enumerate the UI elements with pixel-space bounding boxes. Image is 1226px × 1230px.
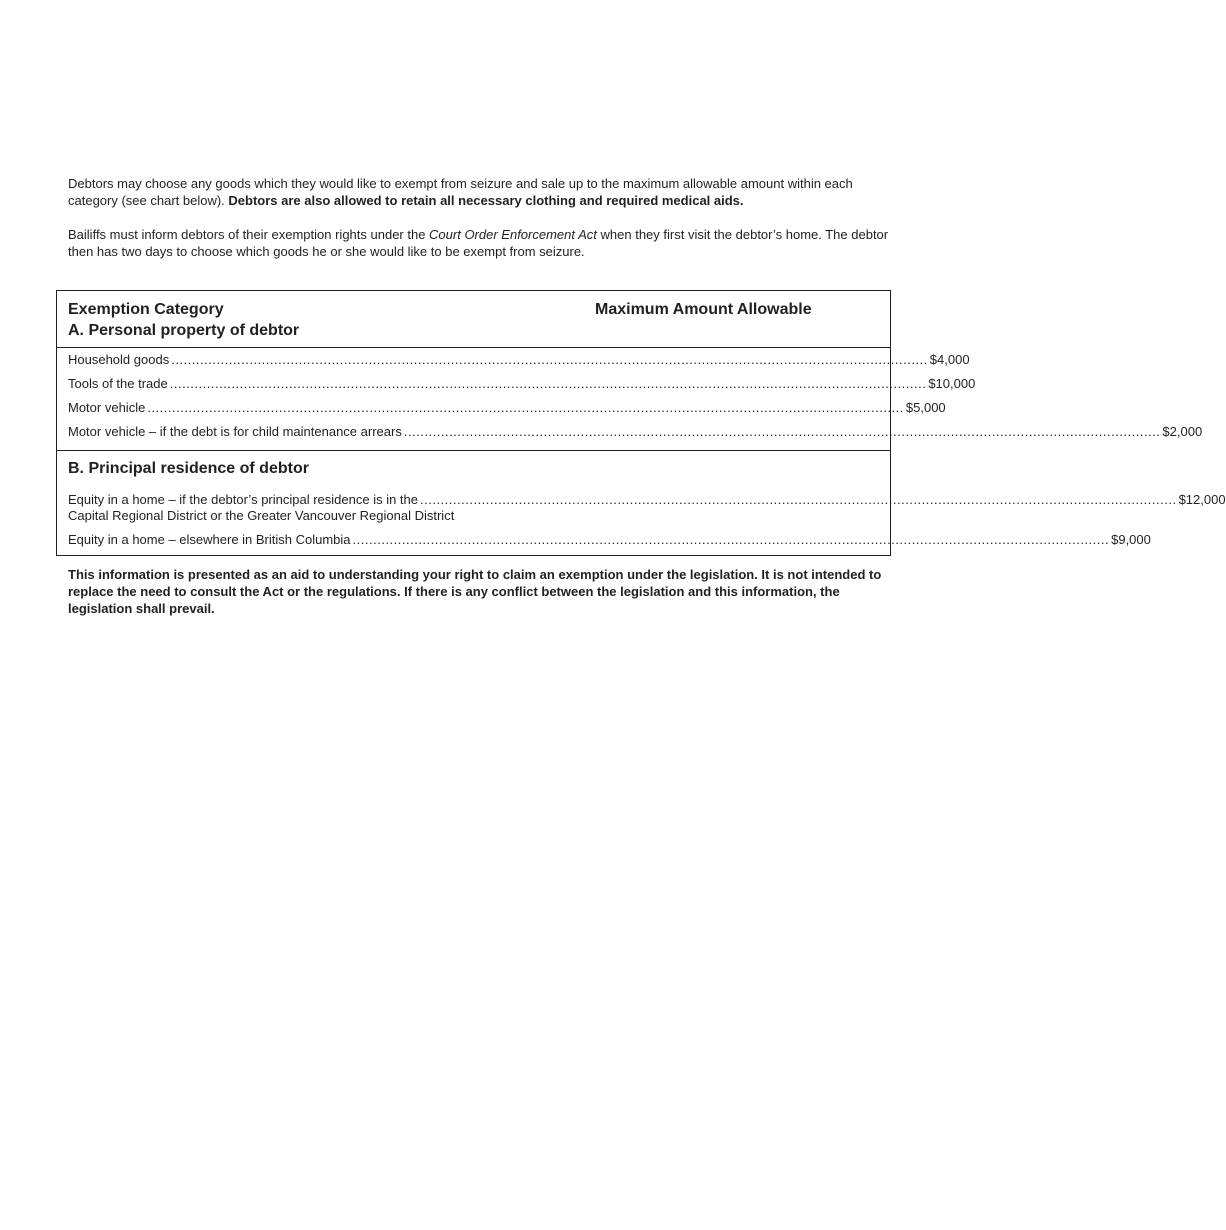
dot-leader: ........................................................................................................................................................................................ (147, 400, 904, 415)
dot-leader: ........................................................................................................................................................................................ (169, 376, 927, 391)
table-row (68, 532, 1151, 548)
table-header (68, 299, 890, 347)
table-row (68, 424, 1203, 440)
header-maximum-amount: Maximum Amount Allowable (595, 301, 812, 318)
row-label: Motor vehicle – if the debt is for child maintenance arrears (68, 424, 402, 439)
table-row (68, 492, 1226, 508)
intro-p1-text: Debtors may choose any goods which they would like to exempt from seizure and sale up to the maximum allowable amount within each category (see chart below). (68, 176, 853, 208)
intro-text (68, 175, 898, 277)
table-row (68, 400, 946, 416)
row-amount: $9,000 (1111, 532, 1151, 547)
dot-leader: ........................................................................................................................................................................................ (352, 532, 1110, 547)
disclaimer-note: This information is presented as an aid to understanding your right to claim an exemption under the legislation. It is not intended to replace the need to consult the Act or the regulations. If there is any conflict between the legislation and this information, the legislation shall prevail. (68, 567, 882, 616)
exemption-table (56, 290, 1226, 556)
table-row (68, 352, 970, 368)
section-divider (57, 347, 890, 348)
table-row (68, 376, 976, 392)
section-b-title: B. Principal residence of debtor (68, 460, 309, 477)
intro-paragraph-1 (68, 175, 898, 209)
intro-p2-before: Bailiffs must inform debtors of their exemption rights under the (68, 227, 430, 242)
dot-leader: ........................................................................................................................................................................................ (403, 424, 1161, 439)
section-divider (57, 450, 890, 451)
section-a-title: A. Personal property of debtor (68, 322, 300, 339)
intro-p2-after: when they first visit the debtor’s home. The debtor then has two days to choose which goods he or she would like to be exempt from seizure. (68, 227, 889, 259)
header-exemption-category: Exemption Category (68, 301, 224, 318)
act-name: Court Order Enforcement Act (429, 227, 597, 242)
row-label: Tools of the trade (68, 376, 168, 391)
dot-leader: ........................................................................................................................................................................................ (420, 492, 1177, 507)
intro-paragraph-2 (68, 226, 898, 260)
row-label: Motor vehicle (68, 400, 146, 415)
row-amount: $2,000 (1162, 424, 1203, 439)
row-amount: $4,000 (929, 352, 970, 367)
row-label: Equity in a home – if the debtor’s principal residence is in the (68, 492, 418, 507)
intro-p1-bold: Debtors are also allowed to retain all necessary clothing and required medical aids. (228, 193, 744, 208)
dot-leader: ........................................................................................................................................................................................ (171, 352, 928, 367)
row-label: Equity in a home – elsewhere in British Columbia (68, 532, 351, 547)
row-amount: $10,000 (928, 376, 976, 391)
row-amount: $5,000 (905, 400, 946, 415)
row-label: Household goods (68, 352, 170, 367)
row-amount: $12,000 (1178, 492, 1226, 507)
row-continuation: Capital Regional District or the Greater Vancouver Regional District (68, 508, 455, 523)
